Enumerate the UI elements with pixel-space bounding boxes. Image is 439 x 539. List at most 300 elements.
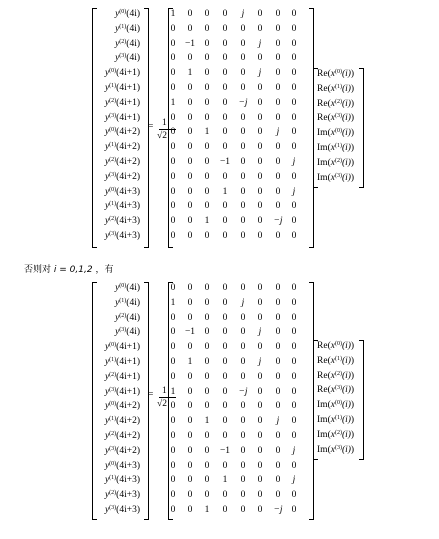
matrix-cell: 0 <box>291 53 297 64</box>
matrix-cell: j <box>292 445 296 456</box>
matrix-cell: 0 <box>187 97 193 108</box>
rhs-entry: $Re(x^{(2)}(i))$ <box>317 370 355 381</box>
matrix-cell: 0 <box>222 297 228 308</box>
matrix-cell: 0 <box>187 9 193 19</box>
matrix-cell: 0 <box>275 53 281 64</box>
matrix-cell: 0 <box>170 283 176 293</box>
matrix-cell: 0 <box>204 312 210 323</box>
lhs-entry: $y^{(3)}(4i+1)$ <box>104 112 140 123</box>
matrix-cell: j <box>292 186 296 197</box>
lhs-entry: $y^{(0)}(4i+2)$ <box>104 127 140 138</box>
lhs-entry: $y^{(1)}(4i+1)$ <box>104 357 140 367</box>
matrix-cell: 0 <box>204 157 210 167</box>
matrix-cell: 0 <box>170 312 176 323</box>
matrix-cell: 0 <box>275 231 281 241</box>
matrix-cell: 0 <box>275 371 281 382</box>
matrix-cell: 0 <box>222 283 228 293</box>
matrix-cell: 0 <box>187 416 193 427</box>
matrix-cell: 0 <box>275 171 281 182</box>
matrix-cell: 0 <box>170 460 176 471</box>
matrix-cell: 0 <box>291 431 297 441</box>
matrix-cell: 0 <box>187 431 193 441</box>
matrix-cell: 1 <box>204 216 210 227</box>
matrix-cell: 0 <box>291 490 297 501</box>
matrix-cell: 0 <box>291 297 297 308</box>
matrix-cell: 0 <box>240 475 246 486</box>
matrix-cell: 0 <box>170 112 176 123</box>
rhs-entry: $Re(x^{(2)}(i))$ <box>317 98 355 109</box>
matrix-cell: 0 <box>170 416 176 427</box>
matrix-cell: 0 <box>204 342 210 353</box>
matrix-cell: 0 <box>222 505 228 515</box>
matrix-cell: 0 <box>275 68 281 79</box>
matrix-cell: 0 <box>204 357 210 367</box>
lhs-entry: $y^{(1)}(4i+1)$ <box>104 83 140 93</box>
lhs-entry: $y^{(2)}(4i+3)$ <box>104 490 140 501</box>
matrix-cell: 0 <box>170 142 176 153</box>
matrix-cell: 0 <box>291 68 297 79</box>
matrix-cell: 0 <box>275 460 281 471</box>
lhs-entry: $y^{(3)}(4i+3)$ <box>104 231 140 241</box>
matrix-cell: 0 <box>257 312 263 323</box>
matrix-cell: 0 <box>187 83 193 93</box>
lhs-entry: $y^{(1)}(4i)$ <box>115 297 140 308</box>
matrix-cell: 0 <box>222 68 228 79</box>
matrix-cell: 0 <box>240 505 246 515</box>
matrix-cell: j <box>258 68 262 79</box>
rhs-entry: $Re(x^{(3)}(i))$ <box>317 385 355 396</box>
matrix-cell: 0 <box>187 297 193 308</box>
matrix-cell: 0 <box>170 327 176 338</box>
lhs-entry: $y^{(1)}(4i)$ <box>115 23 140 34</box>
matrix-cell: 0 <box>275 342 281 353</box>
matrix-cell: 0 <box>222 38 228 49</box>
matrix-cell: 0 <box>187 312 193 323</box>
lhs-entry: $y^{(1)}(4i+3)$ <box>104 475 140 486</box>
matrix-cell: j <box>276 416 280 427</box>
matrix-cell: 0 <box>204 9 210 19</box>
matrix-cell: 0 <box>204 83 210 93</box>
rhs-entry: $Im(x^{(3)}(i))$ <box>317 172 355 183</box>
matrix-cell: 0 <box>275 9 281 19</box>
matrix-cell: 0 <box>240 327 246 338</box>
matrix-cell: −j <box>238 97 248 108</box>
matrix-cell: 0 <box>204 401 210 412</box>
matrix-cell: 0 <box>170 431 176 441</box>
matrix-cell: 0 <box>257 142 263 153</box>
matrix-cell: 0 <box>187 386 193 397</box>
lhs-entry: $y^{(1)}(4i+3)$ <box>104 201 140 212</box>
matrix-cell: 0 <box>170 216 176 227</box>
matrix-cell: 0 <box>257 283 263 293</box>
matrix-cell: 0 <box>187 371 193 382</box>
rhs-entry: $Re(x^{(0)}(i))$ <box>317 69 355 79</box>
matrix-cell: 0 <box>240 23 246 34</box>
matrix-cell: 0 <box>222 97 228 108</box>
matrix-cell: j <box>241 9 245 19</box>
matrix-cell: −1 <box>219 445 231 456</box>
matrix-cell: 0 <box>204 112 210 123</box>
matrix-cell: 0 <box>257 127 263 138</box>
matrix-cell: 0 <box>257 386 263 397</box>
matrix-cell: 0 <box>291 216 297 227</box>
matrix-cell: 0 <box>170 68 176 79</box>
matrix-cell: −1 <box>219 157 231 167</box>
matrix-cell: 0 <box>257 460 263 471</box>
matrix-cell: 1 <box>204 416 210 427</box>
matrix-cell: 1 <box>170 9 176 19</box>
matrix-cell: 0 <box>170 357 176 367</box>
lhs-entry: $y^{(1)}(4i+2)$ <box>104 416 140 427</box>
matrix-cell: 0 <box>240 445 246 456</box>
condition-math: i = 0,1,2 <box>53 265 93 275</box>
matrix-cell: 0 <box>222 490 228 501</box>
matrix-cell: 0 <box>291 327 297 338</box>
matrix-cell: j <box>258 38 262 49</box>
matrix-cell: 0 <box>275 283 281 293</box>
matrix-cell: 0 <box>257 97 263 108</box>
matrix-cell: 0 <box>222 431 228 441</box>
matrix-cell: 0 <box>257 171 263 182</box>
rhs-entry: $Re(x^{(1)}(i))$ <box>317 355 355 366</box>
matrix-cell: 0 <box>240 371 246 382</box>
matrix-cell: 0 <box>257 201 263 212</box>
matrix-cell: 0 <box>204 38 210 49</box>
matrix-cell: 0 <box>291 97 297 108</box>
matrix-cell: 0 <box>222 127 228 138</box>
matrix-cell: 0 <box>204 201 210 212</box>
matrix-cell: 0 <box>204 142 210 153</box>
matrix-cell: 0 <box>222 9 228 19</box>
matrix-cell: −j <box>273 505 283 515</box>
matrix-cell: 0 <box>240 38 246 49</box>
matrix-cell: 0 <box>187 112 193 123</box>
matrix-cell: 1 <box>204 505 210 515</box>
matrix-cell: −1 <box>184 327 196 338</box>
matrix-cell: 0 <box>291 201 297 212</box>
matrix-cell: 0 <box>257 490 263 501</box>
matrix-cell: 0 <box>275 431 281 441</box>
matrix-cell: 0 <box>257 157 263 167</box>
matrix-cell: 0 <box>275 23 281 34</box>
matrix-cell: 0 <box>257 505 263 515</box>
matrix-cell: 1 <box>170 97 176 108</box>
matrix-cell: 0 <box>240 216 246 227</box>
matrix-cell: 0 <box>275 386 281 397</box>
matrix-cell: 0 <box>275 297 281 308</box>
matrix-cell: 0 <box>257 9 263 19</box>
matrix-cell: 1 <box>204 127 210 138</box>
lhs-entry: $y^{(2)}(4i+3)$ <box>104 216 140 227</box>
matrix-cell: 0 <box>222 216 228 227</box>
matrix-cell: 0 <box>222 460 228 471</box>
matrix-cell: 0 <box>240 431 246 441</box>
matrix-cell: 0 <box>257 416 263 427</box>
matrix-cell: 0 <box>240 401 246 412</box>
matrix-cell: 0 <box>275 312 281 323</box>
matrix-cell: 0 <box>240 171 246 182</box>
lhs-entry: $y^{(3)}(4i+2)$ <box>104 445 140 456</box>
matrix-cell: 0 <box>291 386 297 397</box>
matrix-cell: 0 <box>257 475 263 486</box>
matrix-cell: 0 <box>204 23 210 34</box>
lhs-entry: $y^{(0)}(4i+2)$ <box>104 401 140 412</box>
matrix-cell: 0 <box>275 201 281 212</box>
condition-text: 否则对 i = 0,1,2 ，有 <box>24 265 114 275</box>
matrix-cell: 0 <box>257 83 263 93</box>
matrix-cell: 0 <box>170 201 176 212</box>
matrix-cell: 0 <box>275 445 281 456</box>
rhs-entry: $Re(x^{(0)}(i))$ <box>317 341 355 351</box>
matrix-cell: 0 <box>222 231 228 241</box>
lhs-entry: $y^{(3)}(4i+2)$ <box>104 171 140 182</box>
matrix-cell: 0 <box>187 201 193 212</box>
rhs-entry: $Im(x^{(2)}(i))$ <box>317 429 355 440</box>
matrix-cell: j <box>276 127 280 138</box>
matrix-cell: 0 <box>222 83 228 93</box>
rhs-entry: $Im(x^{(0)}(i))$ <box>317 128 355 139</box>
matrix-cell: 0 <box>187 490 193 501</box>
matrix-cell: 0 <box>275 401 281 412</box>
matrix-cell: 0 <box>222 201 228 212</box>
matrix-cell: 0 <box>170 445 176 456</box>
matrix-cell: 0 <box>291 283 297 293</box>
matrix-cell: 0 <box>291 83 297 93</box>
matrix-cell: 0 <box>222 312 228 323</box>
matrix-cell: 0 <box>170 83 176 93</box>
matrix-cell: 0 <box>170 490 176 501</box>
matrix-cell: 0 <box>291 401 297 412</box>
matrix-cell: 0 <box>275 97 281 108</box>
matrix-cell: 0 <box>222 23 228 34</box>
matrix-cell: 0 <box>240 416 246 427</box>
matrix-cell: 0 <box>170 401 176 412</box>
matrix-cell: 0 <box>187 186 193 197</box>
lhs-entry: $y^{(0)}(4i+1)$ <box>104 342 140 353</box>
matrix-cell: 0 <box>240 342 246 353</box>
matrix-cell: 0 <box>204 431 210 441</box>
matrix-cell: 0 <box>187 505 193 515</box>
matrix-cell: 0 <box>291 171 297 182</box>
matrix-cell: 0 <box>275 327 281 338</box>
matrix-cell: 0 <box>170 23 176 34</box>
matrix-cell: 0 <box>257 231 263 241</box>
lhs-entry: $y^{(2)}(4i)$ <box>115 38 140 49</box>
matrix-cell: 0 <box>204 186 210 197</box>
matrix-cell: 0 <box>170 475 176 486</box>
matrix-cell: 1 <box>222 186 228 197</box>
matrix-cell: 0 <box>222 112 228 123</box>
matrix-cell: 1 <box>187 357 193 367</box>
lhs-entry: $y^{(2)}(4i+2)$ <box>104 431 140 441</box>
matrix-cell: 0 <box>204 297 210 308</box>
matrix-cell: 0 <box>187 23 193 34</box>
matrix-cell: 0 <box>187 157 193 167</box>
matrix-cell: 0 <box>240 157 246 167</box>
lhs-entry: $y^{(0)}(4i)$ <box>115 283 140 293</box>
matrix-cell: 0 <box>170 53 176 64</box>
matrix-cell: 0 <box>291 371 297 382</box>
matrix-cell: 0 <box>204 68 210 79</box>
matrix-cell: 0 <box>275 83 281 93</box>
matrix-cell: 0 <box>240 53 246 64</box>
matrix-cell: 0 <box>187 445 193 456</box>
lhs-entry: $y^{(0)}(4i+3)$ <box>104 186 140 197</box>
matrix-cell: 0 <box>222 401 228 412</box>
matrix-cell: 0 <box>187 475 193 486</box>
matrix-cell: 0 <box>222 386 228 397</box>
matrix-cell: 1 <box>170 297 176 308</box>
matrix-cell: 0 <box>240 357 246 367</box>
rhs-entry: $Im(x^{(1)}(i))$ <box>317 415 355 425</box>
matrix-cell: 0 <box>240 142 246 153</box>
rhs-entry: $Re(x^{(1)}(i))$ <box>317 83 355 94</box>
lhs-left-bracket <box>92 282 97 520</box>
matrix-cell: 0 <box>275 186 281 197</box>
matrix-cell: 0 <box>291 112 297 123</box>
matrix-cell: 0 <box>240 283 246 293</box>
matrix-cell: 0 <box>291 416 297 427</box>
matrix-cell: 0 <box>291 231 297 241</box>
matrix-cell: 0 <box>204 371 210 382</box>
matrix-cell: 0 <box>275 142 281 153</box>
lhs-entry: $y^{(3)}(4i)$ <box>115 53 140 64</box>
lhs-entry: $y^{(2)}(4i+1)$ <box>104 371 140 382</box>
matrix-cell: 0 <box>257 445 263 456</box>
matrix-cell: 0 <box>222 53 228 64</box>
lhs-left-bracket <box>92 8 97 248</box>
matrix-cell: 0 <box>257 186 263 197</box>
matrix-cell: 0 <box>240 112 246 123</box>
matrix-cell: 1 <box>222 475 228 486</box>
matrix-cell: 0 <box>204 97 210 108</box>
matrix-cell: 0 <box>291 23 297 34</box>
matrix-cell: 0 <box>240 490 246 501</box>
matrix-cell: 0 <box>257 216 263 227</box>
lhs-entry: $y^{(3)}(4i+1)$ <box>104 386 140 397</box>
rhs-entry: $Re(x^{(3)}(i))$ <box>317 113 355 124</box>
matrix-cell: 0 <box>170 371 176 382</box>
matrix-cell: 0 <box>170 505 176 515</box>
matrix-cell: 0 <box>275 112 281 123</box>
matrix-cell: 0 <box>187 283 193 293</box>
matrix-cell: 0 <box>275 475 281 486</box>
matrix-cell: 0 <box>275 38 281 49</box>
lhs-entry: $y^{(2)}(4i+1)$ <box>104 97 140 108</box>
matrix-cell: 0 <box>204 460 210 471</box>
matrix-cell: 0 <box>170 171 176 182</box>
lhs-entry: $y^{(2)}(4i)$ <box>115 312 140 323</box>
rhs-entry: $Im(x^{(2)}(i))$ <box>317 157 355 168</box>
matrix-cell: 0 <box>275 157 281 167</box>
matrix-cell: 0 <box>170 342 176 353</box>
matrix-cell: 0 <box>204 475 210 486</box>
matrix-cell: 0 <box>240 312 246 323</box>
matrix-cell: 0 <box>240 186 246 197</box>
lhs-right-bracket <box>144 282 149 520</box>
lhs-entry: $y^{(0)}(4i)$ <box>115 9 140 19</box>
matrix-cell: 1 <box>170 386 176 397</box>
rhs-entry: $Im(x^{(1)}(i))$ <box>317 143 355 153</box>
lhs-entry: $y^{(0)}(4i+3)$ <box>104 460 140 471</box>
matrix-cell: 0 <box>187 142 193 153</box>
matrix-cell: 0 <box>204 53 210 64</box>
matrix-cell: 0 <box>240 460 246 471</box>
matrix-cell: 0 <box>240 83 246 93</box>
matrix-cell: j <box>258 327 262 338</box>
matrix-cell: 0 <box>291 357 297 367</box>
lhs-entry: $y^{(2)}(4i+2)$ <box>104 157 140 167</box>
matrix-cell: 0 <box>240 127 246 138</box>
matrix-cell: 0 <box>204 171 210 182</box>
matrix-cell: 0 <box>240 68 246 79</box>
matrix-cell: 0 <box>222 416 228 427</box>
matrix-cell: 0 <box>222 171 228 182</box>
matrix-cell: 0 <box>187 216 193 227</box>
matrix-cell: 0 <box>240 201 246 212</box>
matrix-cell: 0 <box>222 357 228 367</box>
matrix-cell: 0 <box>187 127 193 138</box>
matrix-cell: 0 <box>222 142 228 153</box>
matrix-cell: 0 <box>187 171 193 182</box>
matrix-cell: j <box>292 157 296 167</box>
matrix-cell: 0 <box>291 505 297 515</box>
matrix-cell: 0 <box>187 342 193 353</box>
matrix-cell: 0 <box>170 186 176 197</box>
matrix-cell: 0 <box>187 460 193 471</box>
matrix-cell: 0 <box>275 357 281 367</box>
matrix-cell: 0 <box>187 231 193 241</box>
matrix-cell: 0 <box>204 231 210 241</box>
matrix-cell: 0 <box>291 142 297 153</box>
matrix-cell: 0 <box>291 312 297 323</box>
matrix-cell: 0 <box>240 231 246 241</box>
matrix-cell: 0 <box>291 342 297 353</box>
matrix-cell: j <box>258 357 262 367</box>
matrix-cell: 0 <box>275 490 281 501</box>
matrix-cell: 0 <box>204 283 210 293</box>
matrix-cell: 0 <box>222 327 228 338</box>
matrix-cell: 0 <box>257 297 263 308</box>
matrix-cell: 0 <box>204 490 210 501</box>
matrix-cell: −j <box>238 386 248 397</box>
rhs-right-bracket <box>359 340 364 460</box>
matrix-cell: 1 <box>187 68 193 79</box>
matrix-cell: 0 <box>257 53 263 64</box>
matrix-cell: 0 <box>187 401 193 412</box>
matrix-cell: 0 <box>257 23 263 34</box>
matrix-cell: 0 <box>291 127 297 138</box>
matrix-cell: 0 <box>170 157 176 167</box>
matrix-cell: 0 <box>187 53 193 64</box>
matrix-cell: 0 <box>170 38 176 49</box>
lhs-entry: $y^{(3)}(4i+3)$ <box>104 505 140 515</box>
matrix-cell: 0 <box>257 112 263 123</box>
matrix-cell: −1 <box>184 38 196 49</box>
matrix-cell: 0 <box>222 342 228 353</box>
matrix-cell: 0 <box>170 127 176 138</box>
matrix-cell: 0 <box>204 445 210 456</box>
matrix-cell: 0 <box>291 9 297 19</box>
matrix-cell: j <box>292 475 296 486</box>
matrix-cell: j <box>241 297 245 308</box>
lhs-entry: $y^{(1)}(4i+2)$ <box>104 142 140 153</box>
rhs-right-bracket <box>359 68 364 188</box>
matrix-cell: −j <box>273 216 283 227</box>
matrix-cell: 0 <box>291 460 297 471</box>
matrix-cell: 0 <box>291 38 297 49</box>
rhs-entry: $Im(x^{(0)}(i))$ <box>317 400 355 411</box>
